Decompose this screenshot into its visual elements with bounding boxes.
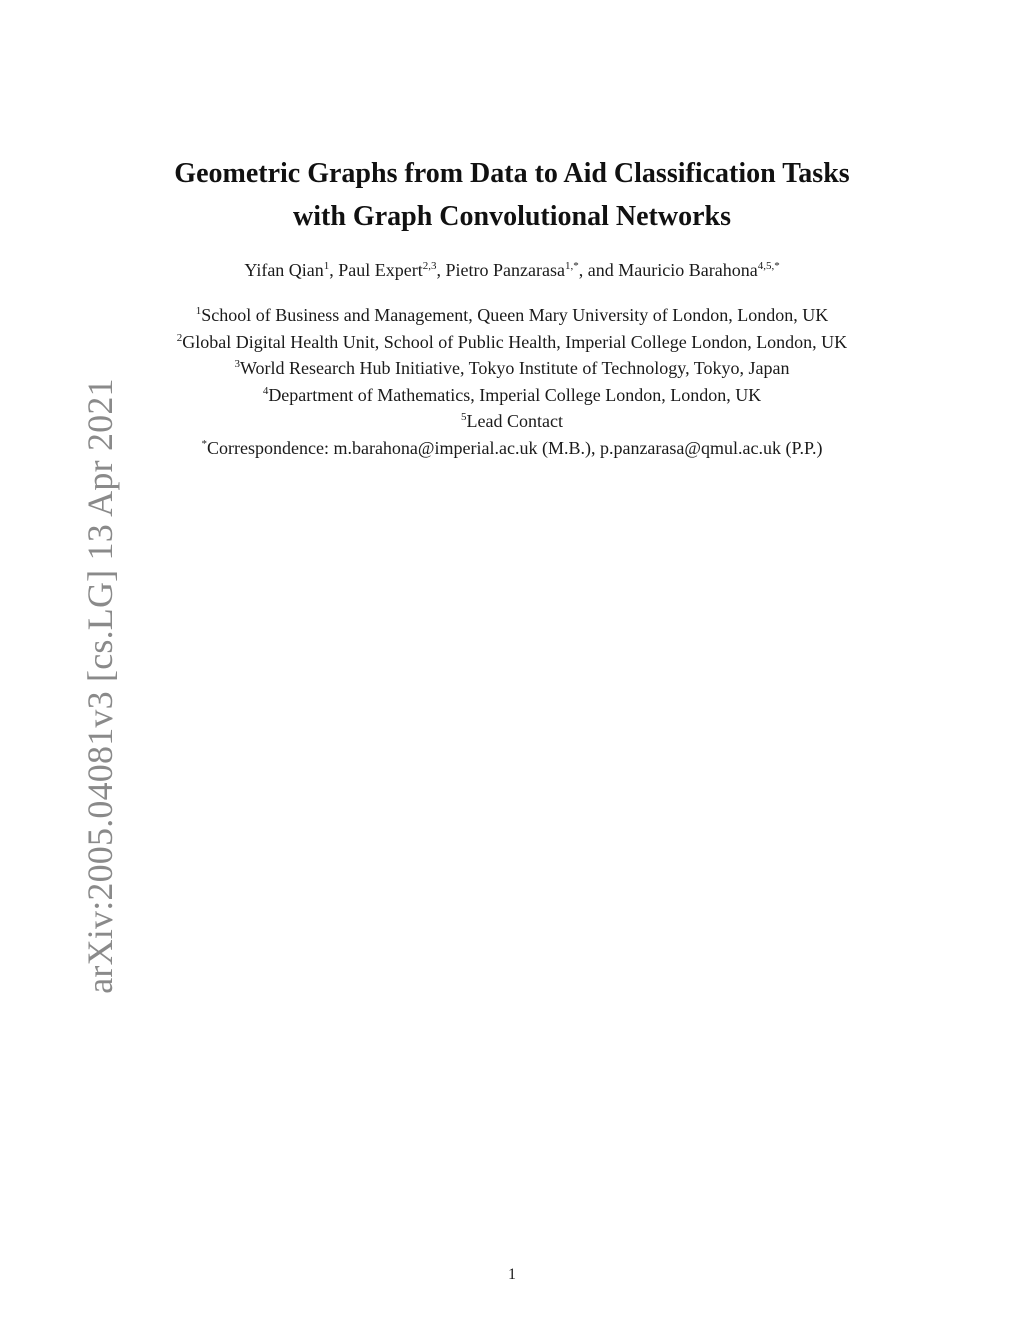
correspondence-marker: * [201, 437, 207, 450]
affiliation-line [0, 382, 1024, 409]
affiliation-line [0, 302, 1024, 329]
affiliation-marker: 5 [461, 411, 467, 424]
affiliation-text: Lead Contact [466, 411, 563, 432]
affiliation-marker: 3 [234, 358, 240, 371]
correspondence-text: Correspondence: m.barahona@imperial.ac.uk (M.B.), p.panzarasa@qmul.ac.uk (P.P.) [207, 437, 823, 458]
author-affiliation-marker: 1 [323, 260, 330, 272]
affiliation-list [0, 302, 1024, 462]
page-number: 1 [508, 1266, 516, 1283]
arxiv-identifier-stamp: arXiv:2005.04081v3 [cs.LG] 13 Apr 2021 [80, 378, 120, 994]
author-name: Mauricio Barahona [618, 260, 758, 280]
paper-title-line-1: Geometric Graphs from Data to Aid Classification Tasks [174, 158, 850, 189]
author-affiliation-marker: 4,5,* [757, 260, 780, 272]
author-name: Pietro Panzarasa [445, 260, 565, 280]
author-affiliation-marker: 2,3 [422, 260, 437, 272]
paper-title-line-2: with Graph Convolutional Networks [293, 201, 731, 232]
author [618, 260, 779, 280]
author-list [0, 258, 1024, 282]
author [446, 260, 579, 280]
affiliation-marker: 1 [195, 305, 202, 317]
affiliation-marker: 4 [262, 384, 269, 397]
correspondence-line [0, 435, 1024, 462]
affiliation-text: School of Business and Management, Queen Mary University of London, London, UK [201, 305, 829, 325]
affiliation-line [0, 329, 1024, 356]
author [244, 260, 329, 280]
affiliation-line [0, 408, 1024, 435]
author-separator: , [329, 260, 339, 280]
author [338, 260, 436, 280]
author-name: Paul Expert [338, 260, 423, 280]
author-separator: , and [578, 260, 619, 280]
author-affiliation-marker: 1,* [564, 260, 579, 272]
affiliation-marker: 2 [176, 331, 183, 344]
affiliation-line [0, 355, 1024, 382]
author-name: Yifan Qian [244, 260, 324, 280]
author-separator: , [436, 260, 446, 280]
affiliation-text: World Research Hub Initiative, Tokyo Institute of Technology, Tokyo, Japan [239, 358, 790, 379]
affiliation-text: Global Digital Health Unit, School of Public Health, Imperial College London, London, UK [182, 331, 848, 352]
affiliation-text: Department of Mathematics, Imperial College London, London, UK [268, 384, 762, 405]
